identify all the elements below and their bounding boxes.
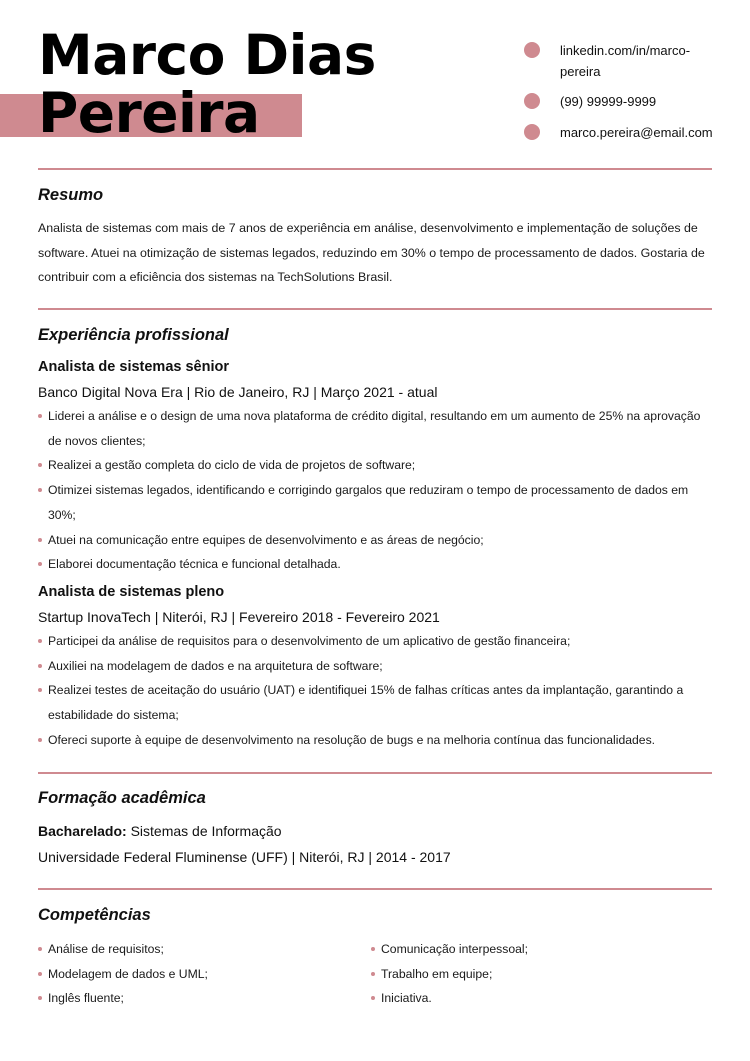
list-item: Análise de requisitos; (38, 937, 358, 962)
divider (38, 308, 712, 310)
summary-title: Resumo (38, 186, 104, 204)
phone-text[interactable]: (99) 99999-9999 (560, 94, 657, 109)
divider (38, 168, 712, 170)
education-title: Formação acadêmica (38, 789, 206, 807)
job-title: Analista de sistemas sênior (38, 359, 229, 375)
list-item: Realizei a gestão completa do ciclo de vida de projetos de software; (38, 453, 714, 478)
degree-name: Sistemas de Informação (130, 823, 282, 839)
phone-dot-icon (524, 93, 540, 109)
skills-title: Competências (38, 906, 151, 924)
list-item: Liderei a análise e o design de uma nova plataforma de crédito digital, resultando em um aumento de 25% na aprovação de novos clientes; (38, 404, 714, 453)
list-item: Otimizei sistemas legados, identificando e corrigindo gargalos que reduziram o tempo de processamento de dados em 30%; (38, 478, 714, 527)
list-item: Inglês fluente; (38, 986, 358, 1011)
contact-linkedin (524, 40, 724, 82)
experience-title: Experiência profissional (38, 326, 229, 344)
list-item: Elaborei documentação técnica e funcional detalhada. (38, 552, 714, 577)
email-text[interactable]: marco.pereira@email.com (560, 125, 713, 140)
contact-email (524, 122, 740, 143)
list-item: Trabalho em equipe; (371, 962, 711, 987)
list-item: Atuei na comunicação entre equipes de desenvolvimento e as áreas de negócio; (38, 528, 714, 553)
education-institution: Universidade Federal Fluminense (UFF) | Niterói, RJ | 2014 - 2017 (38, 849, 451, 865)
list-item: Modelagem de dados e UML; (38, 962, 358, 987)
list-item: Auxiliei na modelagem de dados e na arquitetura de software; (38, 654, 714, 679)
job-title: Analista de sistemas pleno (38, 584, 225, 600)
contact-phone (524, 91, 724, 112)
job-bullets (38, 404, 714, 577)
linkedin-dot-icon (524, 42, 540, 58)
degree-label: Bacharelado: (38, 823, 127, 839)
list-item: Ofereci suporte à equipe de desenvolvimento na resolução de bugs e na melhoria contínua das funcionalidades. (38, 728, 714, 753)
skills-list-left (38, 937, 358, 1011)
skills-list-right (371, 937, 711, 1011)
job-meta: Banco Digital Nova Era | Rio de Janeiro, RJ | Março 2021 - atual (38, 384, 438, 400)
email-dot-icon (524, 124, 540, 140)
summary-text: Analista de sistemas com mais de 7 anos de experiência em análise, desenvolvimento e implementação de soluções de software. Atuei na otimização de sistemas legados, reduzindo em 30% o tempo de processamento de dados. Gostaria de contribuir com a eficiência dos sistemas na TechSolutions Brasil. (38, 221, 705, 285)
job-meta: Startup InovaTech | Niterói, RJ | Fevereiro 2018 - Fevereiro 2021 (38, 609, 440, 625)
name-first-line: Marco Dias (38, 23, 376, 87)
linkedin-text[interactable]: linkedin.com/in/marco-pereira (560, 43, 691, 79)
list-item: Comunicação interpessoal; (371, 937, 711, 962)
education-degree (38, 823, 282, 839)
job-bullets (38, 629, 714, 753)
list-item: Participei da análise de requisitos para o desenvolvimento de um aplicativo de gestão financeira; (38, 629, 714, 654)
list-item: Iniciativa. (371, 986, 711, 1011)
candidate-name (38, 23, 376, 145)
name-second-line: Pereira (38, 81, 260, 145)
divider (38, 772, 712, 774)
divider (38, 888, 712, 890)
list-item: Realizei testes de aceitação do usuário (UAT) e identifiquei 15% de falhas críticas antes da implantação, garantindo a estabilidade do sistema; (38, 678, 714, 727)
